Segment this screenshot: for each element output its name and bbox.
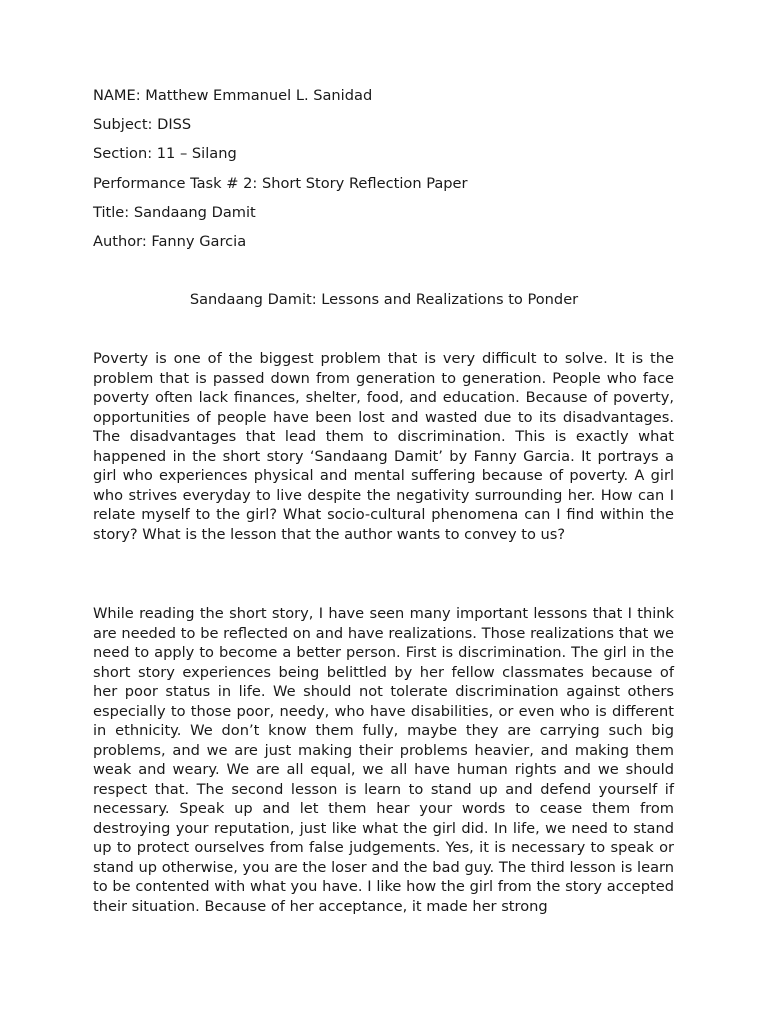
document-title: Sandaang Damit: Lessons and Realizations to Ponder: [189, 291, 579, 308]
title-line: Title: Sandaang Damit: [93, 203, 256, 221]
name-line: NAME: Matthew Emmanuel L. Sanidad: [93, 87, 373, 104]
document-header: [93, 86, 683, 261]
paragraph-2: While reading the short story, I have seen many important lessons that I think are needed to be reflected on and have realizations. Those realizations that we need to apply to become a better person. First is discrimination. The girl in the short story experiences being belittled by her fellow classmates because of her poor status in life. We should not tolerate discrimination against others especially to those poor, needy, who have disabilities, or even who is different in ethnicity. We don’t know them fully, maybe they are carrying such big problems, and we are just making their problems heavier, and making them weak and weary. We are all equal, we all have human rights and we should respect that. The second lesson is learn to stand up and defend yourself if necessary. Speak up and let them hear your words to cease them from destroying your reputation, just like what the girl did. In life, we need to stand up to protect ourselves from false judgements. Yes, it is necessary to speak or stand up otherwise, you are the loser and the bad guy. The third lesson is learn to be contented with what you have. I like how the girl from the story accepted their situation. Because of her acceptance, it made her strong: [93, 605, 674, 915]
paragraph-1: Poverty is one of the biggest problem that is very difficult to solve. It is the problem that is passed down from generation to generation. People who face poverty often lack finances, shelter, food, and education. Because of poverty, opportunities of people have been lost and wasted due to its disadvantages. The disadvantages that lead them to discrimination. This is exactly what happened in the short story ‘Sandaang Damit’ by Fanny Garcia. It portrays a girl who experiences physical and mental suffering because of poverty. A girl who strives everyday to live despite the negativity surrounding her. How can I relate myself to the girl? What socio-cultural phenomena can I find within the story? What is the lesson that the author wants to convey to us?: [93, 350, 674, 543]
author-line: Author: Fanny Garcia: [93, 232, 247, 250]
subject-line: Subject: DISS: [93, 116, 192, 134]
section-line: Section: 11 – Silang: [93, 145, 237, 163]
task-line: Performance Task # 2: Short Story Reflection Paper: [93, 174, 468, 192]
